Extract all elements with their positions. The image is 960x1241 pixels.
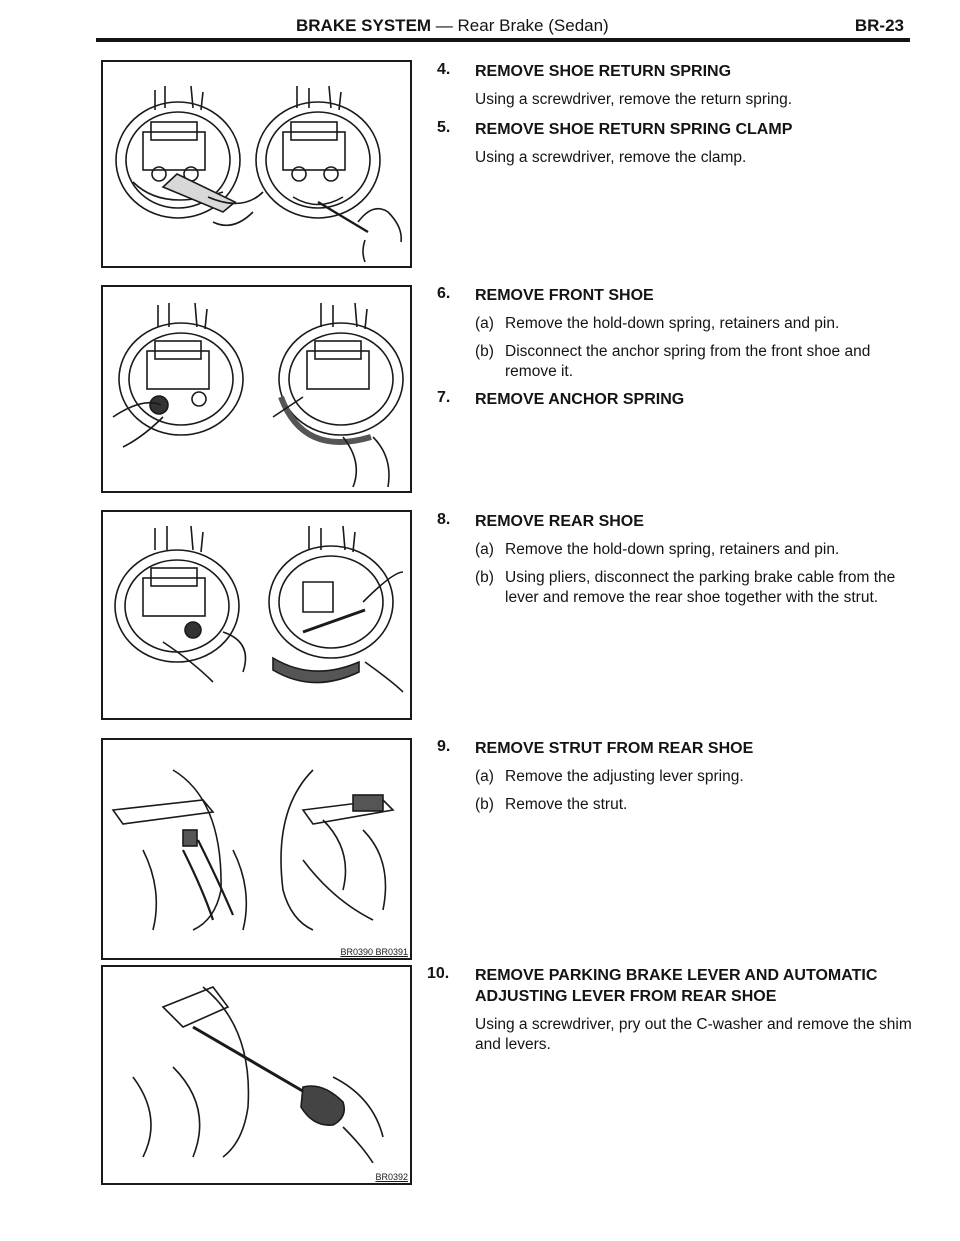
substep-letter: (a)	[475, 768, 494, 785]
figure-code: BR0390 BR0391	[340, 947, 408, 957]
step-number: 10.	[427, 965, 450, 982]
step-text: Using a screwdriver, pry out the C-washer and remove the shim and levers.	[475, 1016, 912, 1053]
step-5	[437, 119, 915, 168]
brake-illustration	[103, 967, 410, 1163]
step-4	[437, 61, 915, 110]
step-title: REMOVE SHOE RETURN SPRING CLAMP	[475, 121, 793, 138]
step-title: REMOVE STRUT FROM REAR SHOE	[475, 740, 754, 757]
figure-remove-front-shoe	[101, 285, 412, 493]
substep-text: Disconnect the anchor spring from the front shoe and remove it.	[505, 343, 871, 380]
step-8	[437, 511, 915, 608]
substep-text: Remove the hold-down spring, retainers and pin.	[505, 315, 840, 332]
figure-remove-strut	[101, 738, 412, 960]
figure-remove-parking-lever	[101, 965, 412, 1185]
substep-letter: (a)	[475, 541, 494, 558]
section-name: BRAKE SYSTEM	[296, 16, 432, 35]
substep-a	[475, 314, 915, 334]
brake-illustration	[103, 287, 410, 491]
step-number: 5.	[437, 119, 451, 136]
figure-code: BR0392	[375, 1172, 408, 1182]
brake-illustration	[103, 62, 410, 266]
substep-letter: (b)	[475, 343, 494, 360]
substep-text: Using pliers, disconnect the parking brake cable from the lever and remove the rear shoe together with the strut.	[505, 569, 896, 606]
step-title: REMOVE REAR SHOE	[475, 513, 644, 530]
substep-letter: (b)	[475, 796, 494, 813]
step-10	[427, 965, 915, 1055]
substep-a	[475, 767, 915, 787]
subsection-name: Rear Brake (Sedan)	[457, 16, 609, 35]
substep-b	[475, 342, 915, 382]
step-6	[437, 285, 915, 382]
step-number: 4.	[437, 61, 451, 78]
substep-letter: (a)	[475, 315, 494, 332]
substep-a	[475, 540, 915, 560]
substep-b	[475, 568, 915, 608]
step-number: 9.	[437, 738, 451, 755]
substep-letter: (b)	[475, 569, 494, 586]
step-title: REMOVE PARKING BRAKE LEVER AND AUTOMATIC ADJUSTING LEVER FROM REAR SHOE	[475, 967, 878, 1005]
step-title: REMOVE FRONT SHOE	[475, 287, 654, 304]
substep-b	[475, 795, 915, 815]
step-text: Using a screwdriver, remove the return spring.	[475, 91, 793, 108]
substep-text: Remove the adjusting lever spring.	[505, 768, 744, 785]
page-number: BR-23	[854, 16, 904, 35]
step-title: REMOVE ANCHOR SPRING	[475, 391, 685, 408]
substep-text: Remove the hold-down spring, retainers and pin.	[505, 541, 840, 558]
substep-text: Remove the strut.	[505, 796, 628, 813]
header-dash: —	[431, 16, 458, 35]
figure-remove-return-spring	[101, 60, 412, 268]
step-number: 7.	[437, 389, 451, 406]
step-9	[437, 738, 915, 815]
brake-illustration	[103, 512, 410, 718]
step-7	[437, 389, 915, 410]
figure-remove-rear-shoe	[101, 510, 412, 720]
step-number: 6.	[437, 285, 451, 302]
page-header	[96, 14, 910, 40]
step-text: Using a screwdriver, remove the clamp.	[475, 149, 747, 166]
step-title: REMOVE SHOE RETURN SPRING	[475, 63, 732, 80]
header-title	[296, 16, 609, 36]
brake-illustration	[103, 740, 410, 936]
header-rule	[96, 38, 910, 42]
step-number: 8.	[437, 511, 451, 528]
